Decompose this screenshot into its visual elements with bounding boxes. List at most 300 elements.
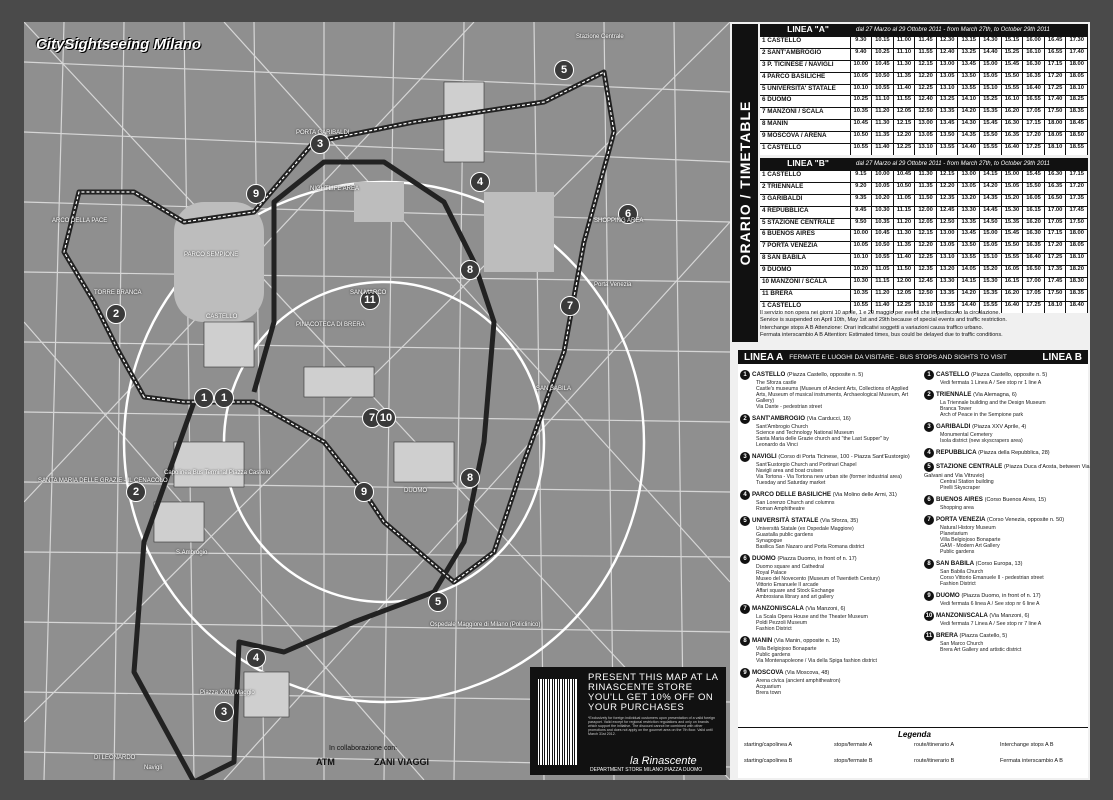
departure-time: 13.50 [958, 73, 980, 84]
sight-item: Natural History Museum [940, 525, 996, 531]
timetable-title-bar [732, 24, 758, 342]
sight-item: Via Montenapoleone / Via della Spiga fashion district [756, 658, 877, 664]
departure-time: 11.15 [872, 278, 894, 289]
stop-number: 3 [740, 452, 750, 462]
timetable-row [760, 206, 1088, 218]
sight-item: La Scala Opera House and the Theater Museum [756, 614, 868, 620]
departure-time: 12.50 [937, 219, 959, 230]
stop-marker[interactable]: 7 [362, 408, 382, 428]
sight-item: Branca Tower [940, 406, 972, 412]
legend-item: stops/fermate B [834, 758, 873, 764]
departure-time: 9.40 [851, 49, 873, 60]
stop-name: BUENOS AIRES [936, 496, 983, 503]
departure-time: 17.15 [1045, 230, 1067, 241]
rinascente-promo [530, 667, 726, 775]
stop-number: 8 [924, 559, 934, 569]
row-number: 1 [762, 144, 766, 152]
row-number: 4 [762, 72, 766, 80]
departure-time: 13.10 [915, 302, 937, 313]
departure-time: 18.35 [1066, 290, 1088, 301]
map-label: Ospedale Maggiore di Milano (Policlinico) [430, 622, 541, 628]
sight-item: Vedi fermata 1 Linea A / See stop nr 1 line A [940, 380, 1042, 386]
legend-item: route/itinerario A [914, 742, 955, 748]
row-stop-name: GARIBALDI [767, 194, 803, 202]
stop-address: (Via Alemagna, 6) [973, 392, 1017, 398]
departure-time: 16.50 [1023, 266, 1045, 277]
stop-entry [924, 559, 1090, 587]
stop-marker[interactable]: 6 [618, 204, 638, 224]
sight-item: Ambrosiana library and art gallery [756, 594, 834, 600]
sight-item: Roman Amphitheatre [756, 506, 805, 512]
row-stop-name: MANZONI / SCALA [767, 108, 824, 116]
stop-number: 2 [740, 414, 750, 424]
departure-time: 10.05 [872, 183, 894, 194]
departure-time: 16.35 [1002, 132, 1024, 143]
stop-name: GARIBALDI [936, 423, 971, 430]
sight-item: Castle's museums (Museum of Ancient Arts, Collections of Applied Arts, Museum of musical instruments, Archaeological Museum, Art Gallery) [756, 386, 909, 404]
departure-time: 18.10 [1045, 302, 1067, 313]
stop-entry [740, 668, 910, 696]
stops-list [738, 350, 1088, 775]
zani-viaggi-logo: ZANI VIAGGI [374, 757, 430, 767]
departure-time: 17.20 [1045, 242, 1067, 253]
departure-time: 14.40 [980, 49, 1002, 60]
stop-address: (Piazza Castello, opposite n. 5) [787, 372, 864, 378]
sight-item: Guastalla public gardens [756, 532, 814, 538]
row-stop-name: DUOMO [767, 266, 792, 274]
linea-b-label: LINEA B [1042, 351, 1082, 363]
departure-time: 17.05 [1023, 290, 1045, 301]
departure-time: 16.10 [1023, 49, 1045, 60]
departure-time: 11.35 [894, 73, 916, 84]
row-stop [760, 49, 851, 60]
sight-item: Basilica San Nazaro and Porta Romana district [756, 544, 865, 550]
departure-time: 16.30 [1045, 171, 1067, 182]
stop-address: (Via Sforza, 35) [820, 518, 859, 524]
map-label: Porta Venezia [594, 282, 632, 288]
departure-time: 10.30 [872, 207, 894, 218]
timetable-row [760, 84, 1088, 96]
sight-item: Corso Vittorio Emanuele II - pedestrian street [940, 575, 1044, 581]
departure-time: 13.30 [937, 278, 959, 289]
departure-time: 11.40 [894, 85, 916, 96]
row-stop [760, 61, 851, 72]
departure-time: 17.15 [1045, 61, 1067, 72]
stop-marker[interactable]: 4 [246, 648, 266, 668]
row-number: 6 [762, 230, 766, 238]
stop-name: NAVIGLI [752, 453, 777, 460]
departure-time: 15.55 [1002, 254, 1024, 265]
departure-time: 10.35 [851, 108, 873, 119]
stop-title [740, 636, 910, 646]
departure-time: 14.20 [980, 183, 1002, 194]
departure-time: 12.15 [915, 61, 937, 72]
stop-entry [740, 604, 910, 632]
sight-item: La Triennale building and the Design Museum [940, 400, 1046, 406]
promo-fine-print: *Exclusively for foreign individual customers upon presentation of a valid foreign passport. Valid except for regional restriction regulations and only on brands which support the initiative. The discount cannot be combined with other promotions and does not apply on the gourmet area on the 7th floor. Valid until March 31st 2012. [588, 716, 716, 736]
stop-address: (Via Moscova, 48) [785, 670, 830, 676]
stop-title [924, 559, 1090, 569]
stop-title [924, 495, 1090, 505]
sight-item: Sant'Eustorgio Church and Portinari Chapel [756, 462, 857, 468]
citysightseeing-logo: CitySightseeing Milano [36, 36, 202, 53]
departure-time: 15.30 [980, 278, 1002, 289]
departure-time: 12.20 [915, 73, 937, 84]
departure-time: 10.20 [851, 266, 873, 277]
row-stop [760, 108, 851, 119]
departure-time: 15.00 [980, 230, 1002, 241]
departure-time: 18.00 [1066, 61, 1088, 72]
departure-time: 10.15 [872, 37, 894, 48]
departure-time: 14.50 [980, 219, 1002, 230]
departure-time: 11.05 [872, 266, 894, 277]
departure-time: 16.40 [1023, 85, 1045, 96]
stop-name: MOSCOVA [752, 669, 784, 676]
stop-marker[interactable]: 5 [554, 60, 574, 80]
line-dates: dal 27 Marzo al 29 Ottobre 2011 - from March 27th, to October 29th 2011 [856, 27, 1050, 33]
departure-time: 15.20 [1002, 195, 1024, 206]
departure-time: 11.00 [894, 37, 916, 48]
departure-time: 17.25 [1023, 144, 1045, 155]
timetable-row [760, 194, 1088, 206]
departure-time: 12.40 [937, 49, 959, 60]
departure-time: 16.30 [1002, 120, 1024, 131]
line-name: LINEA "B" [787, 158, 829, 168]
departure-time: 11.50 [915, 195, 937, 206]
departure-time: 17.20 [1066, 183, 1088, 194]
departure-time: 11.50 [894, 266, 916, 277]
legend-item: stops/fermate A [834, 742, 873, 748]
map-label: SHOPPING AREA [594, 218, 644, 224]
stop-entry [924, 631, 1090, 653]
row-stop-name: P. TICINESE / NAVIGLI [767, 60, 834, 68]
stop-marker[interactable]: 9 [246, 184, 266, 204]
departure-time: 15.10 [980, 254, 1002, 265]
departure-time: 18.55 [1066, 144, 1088, 155]
departure-time: 15.45 [980, 120, 1002, 131]
timetable-header [760, 24, 1088, 36]
departure-time: 16.55 [1045, 49, 1067, 60]
row-stop-name: CASTELLO [767, 144, 802, 152]
departure-time: 10.20 [872, 195, 894, 206]
service-note: Interchange stops A B Attenzione: Orari indicativi soggetti a variazioni causa traffico urbano. [760, 325, 984, 331]
stop-address: (Piazza Duomo, in front of n. 17) [961, 593, 1041, 599]
timetable-row [760, 253, 1088, 265]
stop-address: (Piazza Castello, opposite n. 5) [971, 372, 1048, 378]
departure-time: 18.05 [1066, 242, 1088, 253]
row-number: 7 [762, 108, 766, 116]
departure-time: 11.35 [894, 242, 916, 253]
sight-item: San Lorenzo Church and columns [756, 500, 835, 506]
sight-item: Isola district (new skyscrapers area) [940, 438, 1023, 444]
row-stop-name: DUOMO [767, 96, 792, 104]
departure-time: 12.05 [894, 290, 916, 301]
sight-item: Brera Art Gallery and artistic district [940, 647, 1022, 653]
departure-time: 13.30 [958, 207, 980, 218]
stop-marker[interactable]: 1 [194, 388, 214, 408]
stop-address: (Corso Europa, 13) [975, 561, 1023, 567]
departure-time: 12.00 [894, 278, 916, 289]
sight-item: Sant'Ambrogio Church [756, 424, 809, 430]
departure-time: 13.20 [958, 195, 980, 206]
timetable-row [760, 131, 1088, 143]
stop-title [924, 591, 1090, 601]
sight-item: Public gardens [940, 549, 975, 555]
map-label: S.Ambrogio [176, 550, 208, 556]
departure-time: 10.25 [851, 96, 873, 107]
atm-logo: ATM [316, 757, 335, 767]
stop-marker[interactable]: 1 [214, 388, 234, 408]
timetable-linea-b [760, 158, 1088, 313]
departure-time: 14.20 [958, 290, 980, 301]
stop-name: REPUBBLICA [936, 449, 977, 456]
stop-marker[interactable]: 3 [310, 134, 330, 154]
stop-number: 1 [924, 370, 934, 380]
departure-time: 12.25 [915, 254, 937, 265]
departure-time: 13.50 [937, 132, 959, 143]
departure-time: 13.10 [915, 144, 937, 155]
departure-time: 13.05 [915, 132, 937, 143]
departure-time: 11.30 [872, 120, 894, 131]
departure-time: 17.45 [1066, 207, 1088, 218]
stop-number: 6 [924, 495, 934, 505]
sight-item: Pirelli Skyscraper [940, 485, 981, 491]
service-note: Fermata interscambio A B Attention: Estimated times, bus could be delayed due to traffic conditions. [760, 332, 1003, 338]
departure-time: 12.50 [915, 108, 937, 119]
departure-time: 11.30 [894, 61, 916, 72]
departure-time: 15.45 [1002, 230, 1024, 241]
timetable-rows [760, 170, 1088, 313]
city-map[interactable] [24, 22, 730, 780]
departure-time: 10.00 [872, 171, 894, 182]
stop-number: 9 [740, 668, 750, 678]
departure-time: 9.35 [851, 195, 873, 206]
stop-marker[interactable]: 8 [460, 260, 480, 280]
departure-time: 12.00 [915, 207, 937, 218]
stop-marker[interactable]: 9 [354, 482, 374, 502]
map-label: Capolinea Bus Terminal Piazza Castello [164, 470, 271, 476]
stop-entry [924, 448, 1090, 458]
stop-title [924, 370, 1090, 380]
departure-time: 13.55 [937, 302, 959, 313]
row-stop [760, 120, 851, 131]
departure-time: 12.25 [915, 85, 937, 96]
departure-time: 11.30 [915, 171, 937, 182]
departure-time: 12.05 [894, 108, 916, 119]
timetable-row [760, 265, 1088, 277]
sight-item: Vittorio Emanuele II arcade [756, 582, 819, 588]
departure-time: 10.00 [851, 61, 873, 72]
sight-item: Monumental Cemetery [940, 432, 993, 438]
stop-address: (Piazza Castello, 5) [959, 633, 1008, 639]
departure-time: 12.45 [937, 207, 959, 218]
stop-address: (Via Carducci, 16) [806, 416, 851, 422]
row-stop-name: CASTELLO [767, 171, 802, 178]
stop-entry [924, 515, 1090, 555]
departure-time: 15.30 [1002, 207, 1024, 218]
departure-time: 10.30 [851, 278, 873, 289]
departure-time: 12.25 [894, 144, 916, 155]
departure-time: 11.10 [894, 49, 916, 60]
row-stop-name: BRERA [770, 289, 793, 297]
stop-address: (Via Molino delle Armi, 31) [832, 492, 897, 498]
map-label: SAN BABILA [536, 386, 572, 392]
departure-time: 10.45 [872, 61, 894, 72]
stop-title [740, 604, 910, 614]
stop-number: 5 [924, 462, 934, 472]
stop-address: (Piazza XXV Aprile, 4) [972, 424, 1027, 430]
row-number: 11 [762, 289, 769, 297]
stop-marker[interactable]: 2 [126, 482, 146, 502]
departure-time: 15.05 [980, 242, 1002, 253]
service-note: Il servizio non opera nei giorni 10 aprile, 1 e 29 maggio per eventi che impediscono la circolazione. [760, 310, 1000, 316]
stop-marker[interactable]: 3 [214, 702, 234, 722]
departure-time: 10.25 [872, 49, 894, 60]
departure-time: 15.45 [1023, 171, 1045, 182]
departure-time: 16.35 [1045, 183, 1067, 194]
departure-time: 15.25 [980, 96, 1002, 107]
stop-marker[interactable]: 4 [470, 172, 490, 192]
departure-time: 12.20 [937, 183, 959, 194]
stop-marker[interactable]: 5 [428, 592, 448, 612]
legend [738, 727, 1088, 778]
row-number: 10 [762, 278, 770, 286]
departure-time: 14.45 [980, 207, 1002, 218]
row-number: 9 [762, 132, 766, 140]
stops-column-b [924, 370, 1090, 657]
map-label: Navigli [144, 765, 163, 771]
departure-time: 16.40 [1002, 144, 1024, 155]
stop-entry [740, 490, 910, 512]
stop-name: MANIN [752, 637, 773, 644]
departure-time: 13.35 [937, 290, 959, 301]
sight-item: The Sforza castle [756, 380, 797, 386]
row-number: 1 [762, 171, 766, 178]
departure-time: 12.20 [894, 132, 916, 143]
departure-time: 11.40 [894, 254, 916, 265]
stop-name: MANZONI/SCALA [936, 612, 988, 619]
map-label: PARCO SEMPIONE [184, 252, 239, 258]
stop-title [924, 631, 1090, 641]
timetable-row [760, 277, 1088, 289]
row-stop-name: MANIN [767, 120, 788, 128]
departure-time: 10.50 [872, 73, 894, 84]
row-stop-name: PARCO BASILICHE [767, 72, 826, 80]
row-stop-name: BUENOS AIRES [767, 230, 815, 238]
timetable-row [760, 119, 1088, 131]
row-stop [760, 266, 851, 277]
info-panel [730, 22, 1090, 780]
departure-time: 15.05 [1002, 183, 1024, 194]
stops-column-a [740, 370, 910, 700]
sight-item: Via Tortona - Via Tortona new urban site (former industrial area) [756, 474, 902, 480]
timetable-row [760, 182, 1088, 194]
departure-time: 15.00 [980, 61, 1002, 72]
stop-title [740, 554, 910, 564]
row-stop [760, 85, 851, 96]
departure-time: 18.10 [1066, 254, 1088, 265]
stop-marker[interactable]: 11 [360, 290, 380, 310]
sight-item: Fashion District [756, 626, 792, 632]
row-stop [760, 37, 851, 48]
row-stop-name: SANT'AMBROGIO [767, 48, 822, 56]
stop-entry [924, 422, 1090, 444]
departure-time: 16.10 [1002, 96, 1024, 107]
departure-time: 11.20 [872, 108, 894, 119]
departure-time: 18.40 [1066, 302, 1088, 313]
departure-time: 10.35 [851, 290, 873, 301]
stop-marker[interactable]: 10 [376, 408, 396, 428]
departure-time: 12.15 [894, 120, 916, 131]
departure-time: 17.05 [1023, 108, 1045, 119]
departure-time: 16.35 [1023, 73, 1045, 84]
row-stop [760, 96, 851, 107]
departure-time: 12.20 [915, 242, 937, 253]
sight-item: Public gardens [756, 652, 791, 658]
sight-item: Arena civica (ancient amphitheatron) [756, 678, 841, 684]
stop-entry [740, 554, 910, 600]
sight-item: Villa Belgiojoso Bonaparte [756, 646, 817, 652]
departure-time: 10.10 [851, 254, 873, 265]
sight-item: Planetarium [940, 531, 968, 537]
departure-time: 10.45 [872, 230, 894, 241]
row-stop [760, 242, 851, 253]
departure-time: 10.05 [851, 242, 873, 253]
departure-time: 16.20 [1002, 290, 1024, 301]
departure-time: 12.45 [915, 278, 937, 289]
stop-entry [924, 390, 1090, 418]
departure-time: 13.05 [958, 183, 980, 194]
departure-time: 13.55 [937, 144, 959, 155]
sight-item: Università Statale (ex Ospedale Maggiore) [756, 526, 854, 532]
departure-time: 13.05 [937, 73, 959, 84]
departure-time: 17.50 [1045, 108, 1067, 119]
stop-entry [740, 636, 910, 664]
map-label: NIGHTLIFE AREA [310, 186, 360, 192]
timetable-row [760, 36, 1088, 48]
stop-title [740, 452, 910, 462]
stop-marker[interactable]: 8 [460, 468, 480, 488]
sight-item: Brera town [756, 690, 782, 696]
departure-time: 18.00 [1066, 230, 1088, 241]
sight-item: Via Dante - pedestrian street [756, 404, 822, 410]
legend-item: starting/capolinea B [744, 758, 793, 764]
departure-time: 16.05 [1023, 195, 1045, 206]
departure-time: 15.35 [1002, 219, 1024, 230]
departure-time: 15.00 [1002, 171, 1024, 182]
row-stop-name: STAZIONE CENTRALE [767, 218, 835, 226]
stop-marker[interactable]: 7 [560, 296, 580, 316]
timetable-linea-a [760, 24, 1088, 155]
sight-item: Royal Palace [756, 570, 787, 576]
departure-time: 11.20 [894, 219, 916, 230]
legend-title: Legenda [898, 730, 931, 739]
row-number: 5 [762, 218, 766, 226]
stop-title [740, 668, 910, 678]
stop-name: DUOMO [936, 592, 960, 599]
stop-entry [924, 611, 1090, 627]
timetable-row [760, 107, 1088, 119]
departure-time: 15.25 [1002, 49, 1024, 60]
stop-title [740, 516, 910, 526]
stop-marker[interactable]: 2 [106, 304, 126, 324]
timetable-row [760, 48, 1088, 60]
map-label: Piazza XXIV Maggio [200, 690, 255, 696]
departure-time: 9.45 [851, 207, 873, 218]
departure-time: 18.45 [1066, 120, 1088, 131]
departure-time: 18.35 [1066, 108, 1088, 119]
row-number: 3 [762, 60, 766, 68]
